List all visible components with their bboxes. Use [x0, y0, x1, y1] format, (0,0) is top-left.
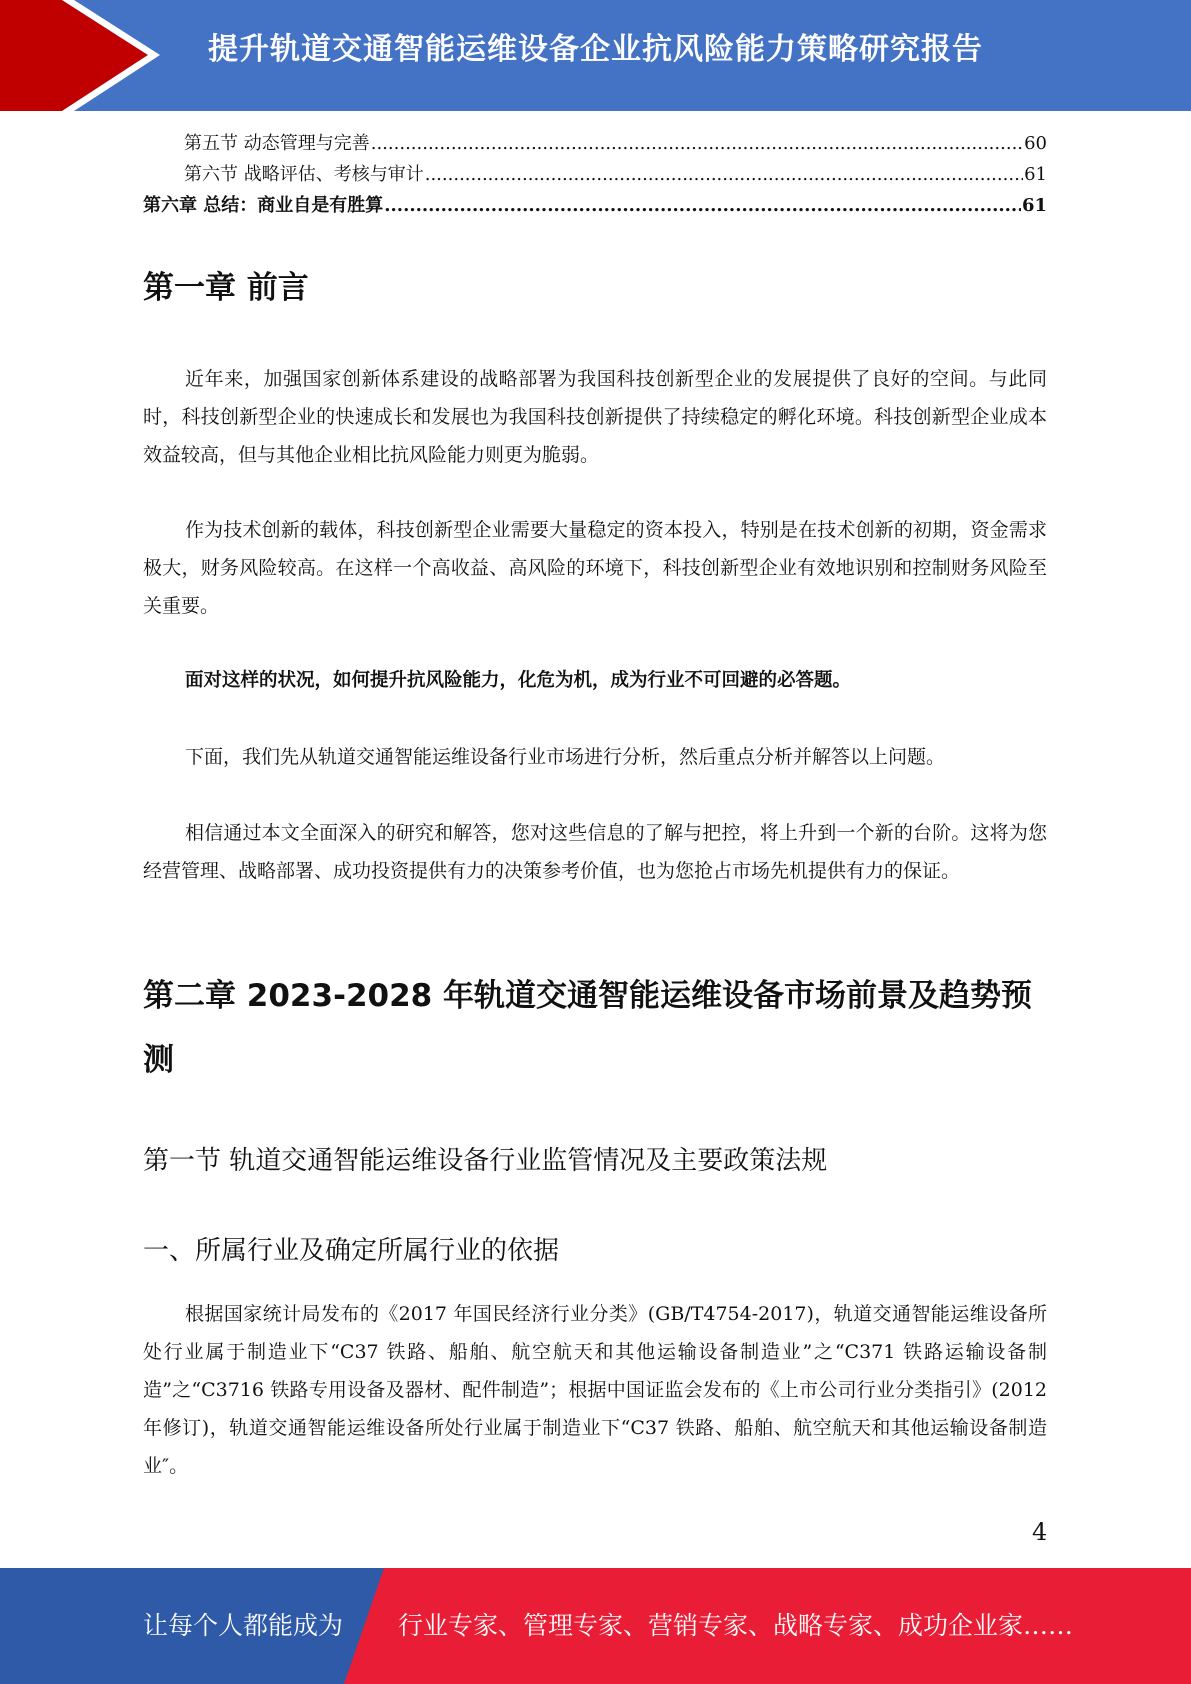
body-paragraph: 近年来，加强国家创新体系建设的战略部署为我国科技创新型企业的发展提供了良好的空间。与此同时，科技创新型企业的快速成长和发展也为我国科技创新提供了持续稳定的孵化环境。科技创新型企业成本效益较高，但与其他企业相比抗风险能力则更为脆弱。: [143, 368, 1047, 466]
toc-entry-title: 第五节 动态管理与完善: [184, 133, 370, 154]
toc-entry-page: 60: [1024, 133, 1047, 154]
emphasis-paragraph: 面对这样的状况，如何提升抗风险能力，化危为机，成为行业不可回避的必答题。: [185, 670, 852, 691]
footer-slogan-left: 让每个人都能成为: [143, 1611, 344, 1640]
toc-leader-dots: [371, 128, 1023, 159]
page-header: [0, 0, 1191, 111]
chapter-heading: 第一章 前言: [143, 270, 309, 306]
table-of-contents: [143, 128, 1047, 221]
toc-entry-page: 61: [1021, 195, 1047, 216]
report-title: 提升轨道交通智能运维设备企业抗风险能力策略研究报告: [208, 32, 983, 67]
chapter-heading: 第二章 2023-2028 年轨道交通智能运维设备市场前景及趋势预: [143, 978, 1033, 1014]
toc-entry-title: 第六节 战略评估、考核与审计: [184, 164, 424, 185]
footer-slogan-right: 行业专家、管理专家、营销专家、战略专家、成功企业家……: [398, 1611, 1074, 1640]
page-number: 4: [1032, 1518, 1048, 1546]
body-paragraph: 根据国家统计局发布的《2017 年国民经济行业分类》(GB/T4754-2017)，轨道交通智能运维设备所处行业属于制造业下“C37 铁路、船舶、航空航天和其他运输设备制造业”之“C371 铁路运输设备制造”之“C3716 铁路专用设备及器材、配件制造”；根据中国证监会发布的《上市公司行业分类指引》(2012 年修订)，轨道交通智能运维设备所处行业属于制造业下“C37 铁路、船舶、航空航天和其他运输设备制造业″。: [143, 1303, 1047, 1477]
toc-entry-page: 61: [1024, 164, 1047, 185]
toc-leader-dots: [425, 159, 1023, 190]
toc-entry[interactable]: [143, 159, 1047, 190]
toc-entry-chapter[interactable]: [143, 190, 1047, 221]
body-paragraph: 作为技术创新的载体，科技创新型企业需要大量稳定的资本投入，特别是在技术创新的初期，资金需求极大，财务风险较高。在这样一个高收益、高风险的环境下，科技创新型企业有效地识别和控制财务风险至关重要。: [143, 519, 1047, 617]
chapter-heading-continued: 测: [143, 1042, 174, 1078]
body-paragraph: 相信通过本文全面深入的研究和解答，您对这些信息的了解与把控，将上升到一个新的台阶。这将为您经营管理、战略部署、成功投资提供有力的决策参考价值，也为您抢占市场先机提供有力的保证。: [143, 822, 1047, 882]
page-footer: [0, 1568, 1191, 1684]
chevron-arrow-icon: [0, 0, 160, 111]
toc-entry[interactable]: [143, 128, 1047, 159]
toc-entry-title: 第六章 总结：商业自是有胜算: [143, 195, 384, 216]
subsection-heading: 一、所属行业及确定所属行业的依据: [143, 1236, 560, 1266]
body-paragraph: 下面，我们先从轨道交通智能运维设备行业市场进行分析，然后重点分析并解答以上问题。: [185, 746, 946, 768]
toc-leader-dots: [384, 190, 1021, 221]
section-heading: 第一节 轨道交通智能运维设备行业监管情况及主要政策法规: [143, 1146, 828, 1176]
